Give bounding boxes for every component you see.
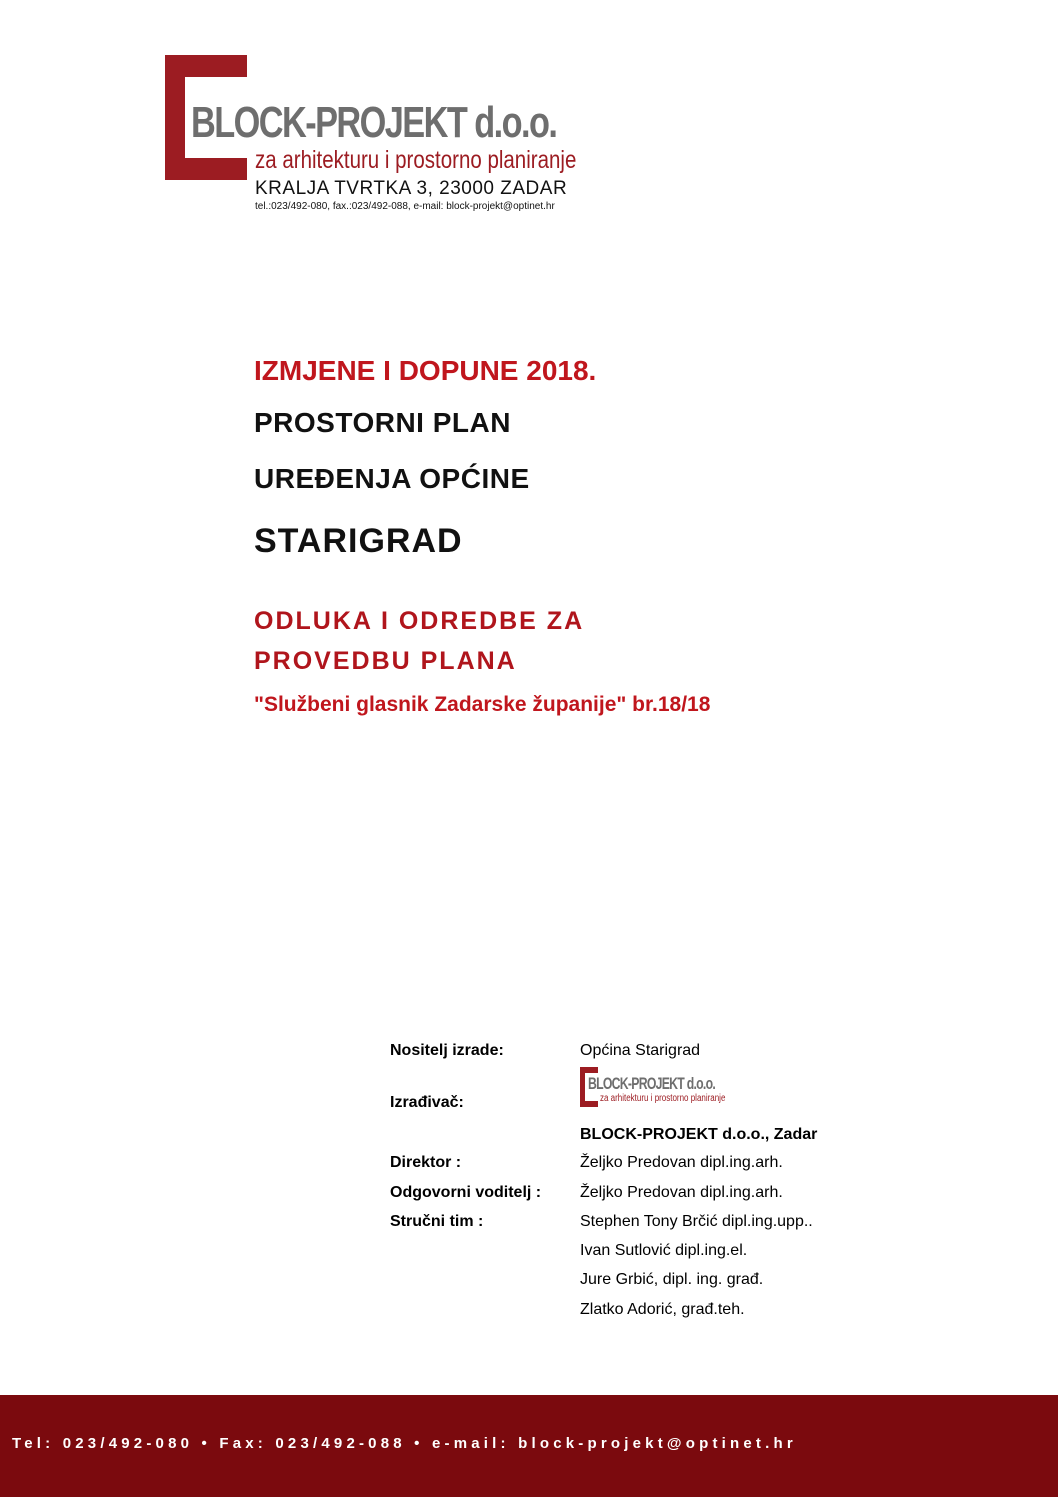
tim-label: Stručni tim : xyxy=(390,1213,484,1230)
company-logo xyxy=(165,55,595,220)
logo-address: KRALJA TVRTKA 3, 23000 ZADAR xyxy=(255,178,568,199)
voditelj-label: Odgovorni voditelj : xyxy=(390,1184,542,1201)
title-plan: PROSTORNI PLAN xyxy=(254,407,511,438)
logo-subtitle: za arhitekturu i prostorno planiranje xyxy=(255,146,577,174)
subtitle-implementation: PROVEDBU PLANA xyxy=(254,647,517,675)
voditelj-value: Željko Predovan dipl.ing.arh. xyxy=(580,1184,783,1201)
nositelj-label: Nositelj izrade: xyxy=(390,1042,504,1059)
direktor-value: Željko Predovan dipl.ing.arh. xyxy=(580,1154,783,1171)
mini-logo-subtitle: za arhitekturu i prostorno planiranje xyxy=(600,1093,726,1104)
title-municipality: UREĐENJA OPĆINE xyxy=(254,463,530,494)
direktor-label: Direktor : xyxy=(390,1154,462,1171)
official-gazette-reference: "Službeni glasnik Zadarske županije" br.18/18 xyxy=(254,693,711,716)
company-name: BLOCK-PROJEKT d.o.o., Zadar xyxy=(580,1126,818,1143)
izradivac-label: Izrađivač: xyxy=(390,1094,464,1111)
tim-member: Zlatko Adorić, građ.teh. xyxy=(580,1301,745,1318)
logo-company-name: BLOCK-PROJEKT d.o.o. xyxy=(191,98,557,147)
footer-bar xyxy=(0,1395,1058,1497)
nositelj-value: Općina Starigrad xyxy=(580,1042,701,1059)
mini-company-logo xyxy=(580,1067,726,1111)
subtitle-decision: ODLUKA I ODREDBE ZA xyxy=(254,607,585,635)
logo-contact: tel.:023/492-080, fax.:023/492-088, e-mail: block-projekt@optinet.hr xyxy=(255,201,555,212)
tim-member: Jure Grbić, dipl. ing. građ. xyxy=(580,1271,764,1288)
tim-member: Ivan Sutlović dipl.ing.el. xyxy=(580,1242,748,1259)
title-amendments: IZMJENE I DOPUNE 2018. xyxy=(254,355,597,386)
footer-contact: Tel: 023/492-080 • Fax: 023/492-088 • e-mail: block-projekt@optinet.hr xyxy=(12,1435,797,1452)
tim-member: Stephen Tony Brčić dipl.ing.upp.. xyxy=(580,1213,813,1230)
title-starigrad: STARIGRAD xyxy=(254,522,463,560)
mini-logo-name: BLOCK-PROJEKT d.o.o. xyxy=(588,1074,716,1093)
